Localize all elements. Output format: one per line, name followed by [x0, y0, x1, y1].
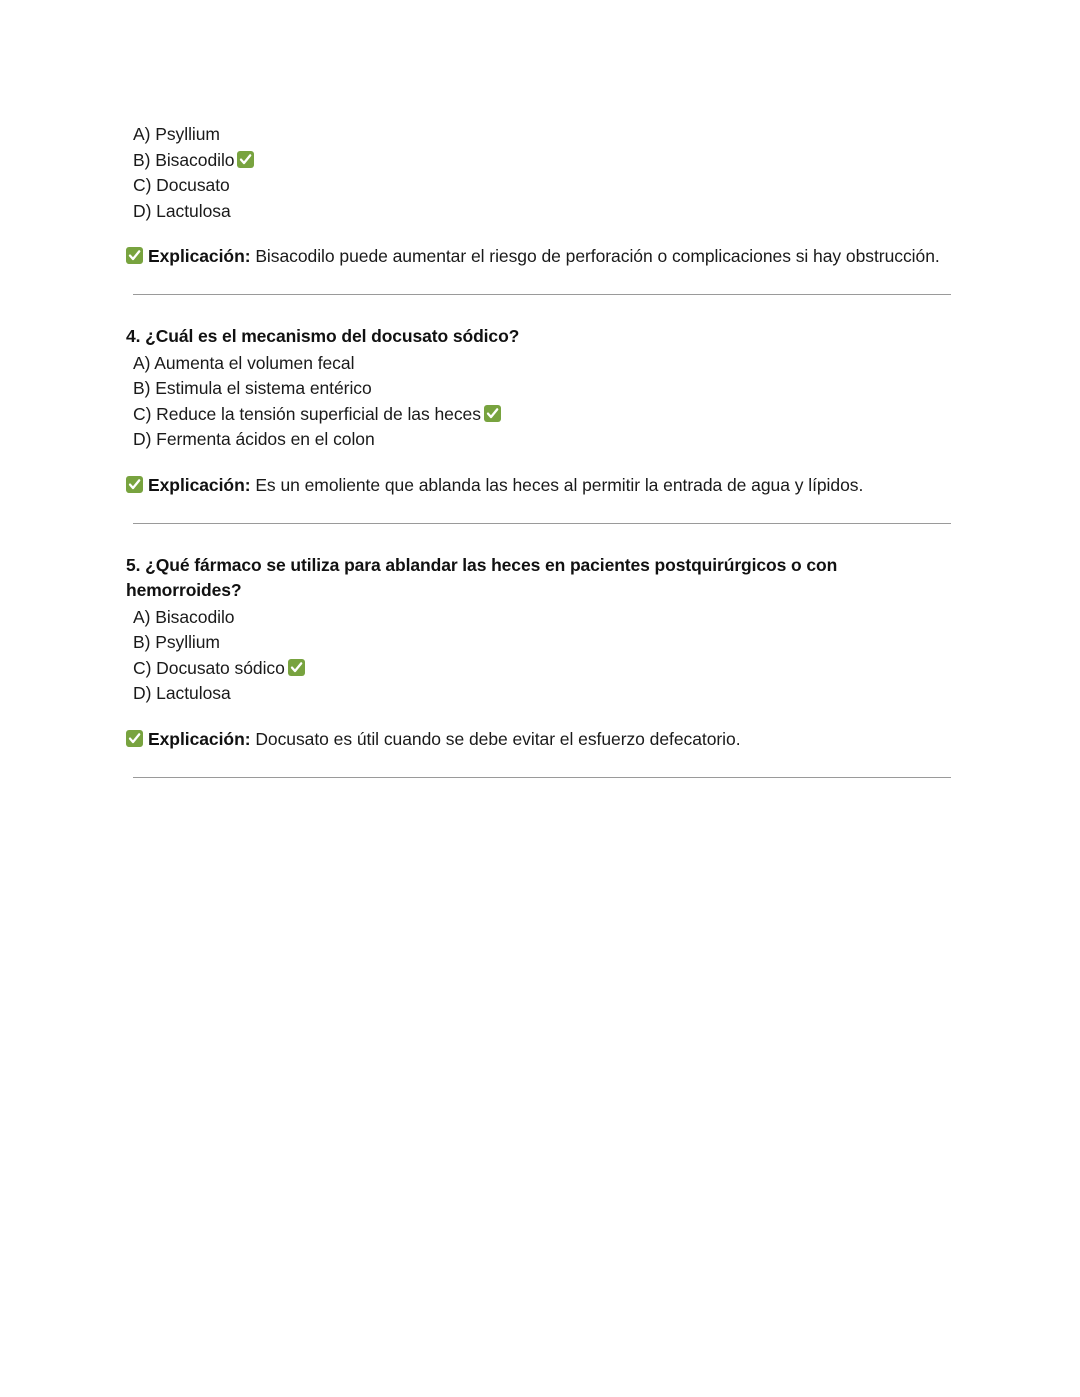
question-heading: 5. ¿Qué fármaco se utiliza para ablandar las heces en pacientes postquirúrgicos o con hemorroides?: [126, 554, 838, 600]
answer-option[interactable]: [133, 199, 956, 225]
explanation: [126, 472, 956, 499]
answer-option-label: A) Aumenta el volumen fecal: [133, 352, 355, 373]
question-block: [126, 122, 956, 270]
correct-answer-check-icon: [237, 151, 254, 168]
explanation-text: Docusato es útil cuando se debe evitar el esfuerzo defecatorio.: [255, 728, 741, 749]
answer-option[interactable]: [133, 173, 956, 199]
explanation-label: Explicación:: [148, 246, 251, 266]
answer-option[interactable]: [133, 427, 956, 453]
answer-option[interactable]: [133, 656, 956, 682]
section-divider: [133, 294, 951, 295]
answer-option-label: A) Bisacodilo: [133, 606, 235, 627]
answer-option-list: [126, 351, 956, 453]
answer-option[interactable]: [133, 630, 956, 656]
answer-option-label: C) Reduce la tensión superficial de las heces: [133, 403, 481, 424]
explanation: [126, 726, 956, 753]
correct-answer-check-icon: [288, 659, 305, 676]
explanation-text: Es un emoliente que ablanda las heces al permitir la entrada de agua y lípidos.: [255, 474, 864, 495]
answer-option[interactable]: [133, 122, 956, 148]
answer-option-label: B) Bisacodilo: [133, 149, 235, 170]
explanation-check-icon: [126, 476, 143, 493]
answer-option-label: C) Docusato sódico: [133, 657, 285, 678]
answer-option[interactable]: [133, 376, 956, 402]
section-divider: [133, 777, 951, 778]
explanation-label: Explicación:: [148, 474, 251, 495]
answer-option-label: B) Estimula el sistema entérico: [133, 378, 372, 398]
answer-option-label: B) Psyllium: [133, 632, 220, 652]
answer-option-label: A) Psyllium: [133, 124, 220, 144]
answer-option-label: D) Lactulosa: [133, 683, 231, 703]
explanation-check-icon: [126, 730, 143, 747]
answer-option-label: D) Fermenta ácidos en el colon: [133, 429, 375, 449]
answer-option[interactable]: [133, 148, 956, 174]
question-block: [126, 324, 956, 499]
question-heading: 4. ¿Cuál es el mecanismo del docusato sódico?: [126, 326, 520, 346]
answer-option-list: [126, 122, 956, 224]
answer-option[interactable]: [133, 402, 956, 428]
quiz-content: [126, 122, 956, 778]
answer-option[interactable]: [133, 351, 956, 377]
correct-answer-check-icon: [484, 405, 501, 422]
answer-option-label: D) Lactulosa: [133, 200, 231, 221]
answer-option-label: C) Docusato: [133, 175, 230, 195]
section-divider: [133, 523, 951, 524]
answer-option[interactable]: [133, 681, 956, 707]
explanation: [126, 243, 956, 270]
answer-option-list: [126, 605, 956, 707]
explanation-label: Explicación:: [148, 728, 251, 749]
explanation-check-icon: [126, 247, 143, 264]
explanation-text: Bisacodilo puede aumentar el riesgo de perforación o complicaciones si hay obstrucción.: [255, 246, 940, 266]
question-block: [126, 553, 956, 753]
answer-option[interactable]: [133, 605, 956, 631]
